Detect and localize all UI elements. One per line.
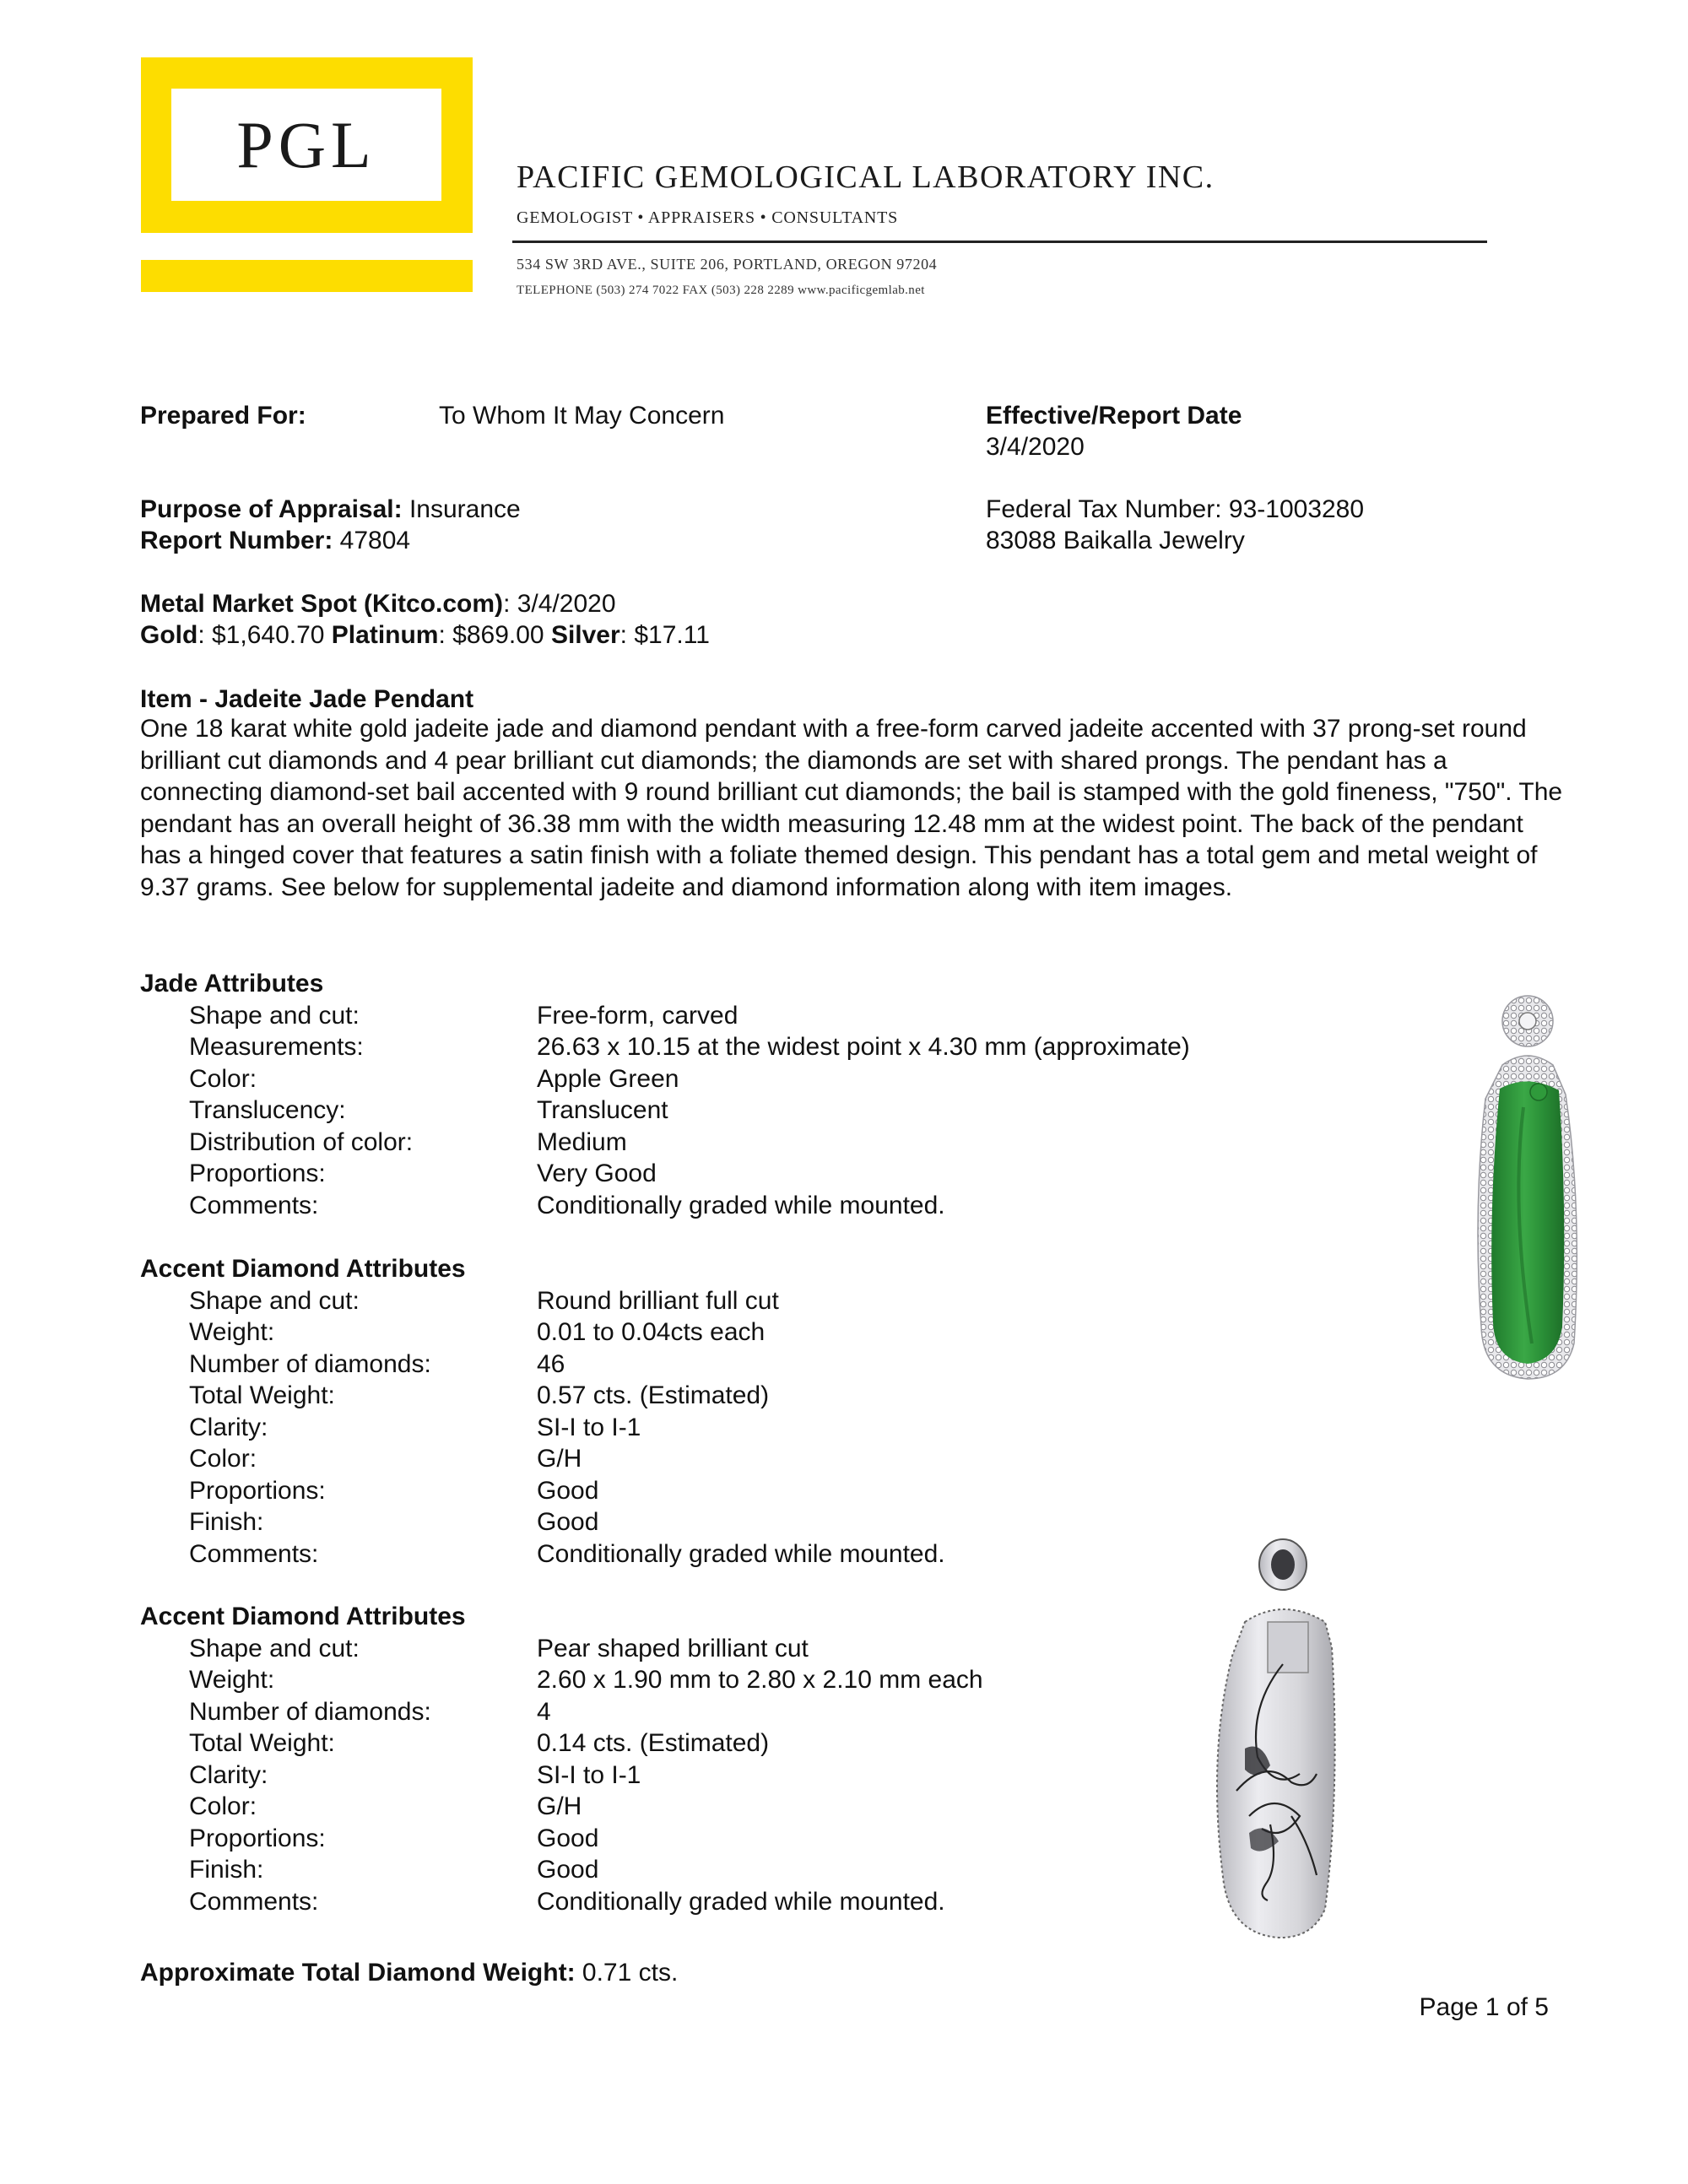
header-divider xyxy=(512,241,1487,243)
attribute-row xyxy=(140,1095,1190,1127)
attribute-label: Proportions: xyxy=(189,1824,326,1852)
attribute-value: SI-I to I-1 xyxy=(537,1413,641,1441)
attribute-value: Good xyxy=(537,1508,599,1536)
attribute-label: Total Weight: xyxy=(189,1381,335,1409)
attribute-row xyxy=(140,1000,1190,1032)
federal-tax-number: Federal Tax Number: 93-1003280 xyxy=(986,495,1365,523)
attribute-row xyxy=(140,1443,945,1475)
metal-prices: Gold: $1,640.70 Platinum: $869.00 Silver: $17.11 xyxy=(140,621,710,649)
attribute-label: Finish: xyxy=(189,1856,264,1884)
attribute-row xyxy=(140,1696,983,1728)
attribute-value: Good xyxy=(537,1824,599,1852)
attribute-label: Weight: xyxy=(189,1666,275,1694)
item-description: One 18 karat white gold jadeite jade and diamond pendant with a free-form carved jadeite accented with 37 prong-set round brilliant cut diamonds and 4 pear brilliant cut diamonds; the diamonds are set with shared prongs. The pendant has a connecting diamond-set bail accented with 9 round brilliant cut diamonds; the bail is stamped with the gold fineness, "750". The pendant has an overall height of 36.38 mm with the width measuring 12.48 mm at the widest point. The back of the pendant has a hinged cover that features a satin finish with a foliate themed design. This pendant has a total gem and metal weight of 9.37 grams. See below for supplemental jadeite and diamond information along with item images. xyxy=(140,715,1563,901)
accent-diamond-attributes-round xyxy=(140,1253,945,1570)
attribute-value: G/H xyxy=(537,1445,582,1473)
attribute-value: Round brilliant full cut xyxy=(537,1286,779,1315)
attribute-row xyxy=(140,1316,945,1349)
attribute-row xyxy=(140,1412,945,1444)
attribute-label: Distribution of color: xyxy=(189,1127,414,1156)
report-date-label: Effective/Report Date xyxy=(986,402,1242,430)
attribute-label: Comments: xyxy=(189,1887,319,1916)
attribute-label: Translucency: xyxy=(189,1096,346,1124)
page-number: Page 1 of 5 xyxy=(1419,1993,1549,2021)
attribute-label: Number of diamonds: xyxy=(189,1349,431,1378)
attribute-row xyxy=(140,1791,983,1823)
attribute-value: 26.63 x 10.15 at the widest point x 4.30 mm (approximate) xyxy=(537,1033,1190,1061)
prepared-for-value: To Whom It May Concern xyxy=(439,402,725,430)
attribute-label: Shape and cut: xyxy=(189,1286,360,1315)
section-title: Jade Attributes xyxy=(140,970,324,997)
attribute-label: Measurements: xyxy=(189,1033,364,1061)
attribute-row xyxy=(140,1285,945,1317)
pgl-logo-inner xyxy=(171,89,441,201)
attribute-value: 46 xyxy=(537,1349,565,1378)
pendant-back-engraved-cover-image xyxy=(1198,1538,1350,1943)
attribute-row xyxy=(140,1031,1190,1063)
attribute-label: Shape and cut: xyxy=(189,1634,360,1662)
attribute-label: Shape and cut: xyxy=(189,1001,360,1030)
attribute-value: Very Good xyxy=(537,1160,657,1187)
attribute-value: 0.01 to 0.04cts each xyxy=(537,1318,766,1346)
attribute-value: 2.60 x 1.90 mm to 2.80 x 2.10 mm each xyxy=(537,1666,983,1694)
attribute-label: Clarity: xyxy=(189,1760,268,1789)
attribute-label: Comments: xyxy=(189,1191,319,1219)
attribute-row xyxy=(140,1727,983,1760)
attribute-row xyxy=(140,1760,983,1792)
attribute-value: Good xyxy=(537,1476,599,1505)
attribute-value: Pear shaped brilliant cut xyxy=(537,1634,809,1662)
attribute-value: Conditionally graded while mounted. xyxy=(537,1887,945,1916)
attribute-label: Total Weight: xyxy=(189,1729,335,1757)
purpose-of-appraisal: Purpose of Appraisal: Insurance xyxy=(140,495,521,523)
attribute-label: Color: xyxy=(189,1792,257,1820)
attribute-row xyxy=(140,1380,945,1412)
company-tagline: GEMOLOGIST • APPRAISERS • CONSULTANTS xyxy=(517,208,899,227)
accent-diamond-attributes-pear xyxy=(140,1601,983,1917)
attribute-row xyxy=(140,1854,983,1886)
metal-market-spot: Metal Market Spot (Kitco.com): 3/4/2020 xyxy=(140,590,616,618)
logo-bar xyxy=(141,260,473,292)
attribute-row xyxy=(140,1664,983,1696)
jadeite-pendant-front-image xyxy=(1464,989,1591,1386)
attribute-row xyxy=(140,1475,945,1507)
report-number: Report Number: 47804 xyxy=(140,527,411,554)
section-title: Accent Diamond Attributes xyxy=(140,1603,466,1630)
attribute-row xyxy=(140,1190,1190,1222)
attribute-value: Apple Green xyxy=(537,1064,679,1093)
attribute-label: Proportions: xyxy=(189,1476,326,1505)
company-address: 534 SW 3RD AVE., SUITE 206, PORTLAND, OREGON 97204 xyxy=(517,256,938,273)
item-title: Item - Jadeite Jade Pendant xyxy=(140,685,474,713)
company-name: PACIFIC GEMOLOGICAL LABORATORY INC. xyxy=(517,159,1215,195)
attribute-value: 0.57 cts. (Estimated) xyxy=(537,1381,770,1409)
attribute-row xyxy=(140,1158,1190,1190)
attribute-row xyxy=(140,1127,1190,1159)
attribute-row xyxy=(140,1886,983,1918)
prepared-for-label: Prepared For: xyxy=(140,402,306,430)
attribute-label: Color: xyxy=(189,1064,257,1093)
attribute-row xyxy=(140,1349,945,1381)
bail-icon xyxy=(1259,1539,1307,1590)
section-title: Accent Diamond Attributes xyxy=(140,1255,466,1283)
jade-attributes-section xyxy=(140,968,1190,1221)
bail-icon xyxy=(1502,996,1553,1046)
attribute-row xyxy=(140,1506,945,1538)
attribute-label: Finish: xyxy=(189,1508,264,1536)
attribute-label: Weight: xyxy=(189,1318,275,1346)
attribute-value: Translucent xyxy=(537,1096,668,1124)
attribute-value: Conditionally graded while mounted. xyxy=(537,1191,945,1219)
attribute-label: Comments: xyxy=(189,1539,319,1568)
total-diamond-weight: Approximate Total Diamond Weight: 0.71 cts. xyxy=(140,1959,679,1987)
attribute-value: Free-form, carved xyxy=(537,1001,738,1030)
attribute-label: Proportions: xyxy=(189,1160,326,1187)
attribute-row xyxy=(140,1823,983,1855)
attribute-value: Good xyxy=(537,1856,599,1884)
attribute-row xyxy=(140,1633,983,1665)
report-date-value: 3/4/2020 xyxy=(986,433,1085,461)
attribute-value: Medium xyxy=(537,1127,627,1156)
attribute-label: Color: xyxy=(189,1445,257,1473)
attribute-value: 0.14 cts. (Estimated) xyxy=(537,1729,770,1757)
attribute-value: SI-I to I-1 xyxy=(537,1760,641,1789)
attribute-value: 4 xyxy=(537,1697,551,1726)
attribute-value: G/H xyxy=(537,1792,582,1820)
attribute-label: Number of diamonds: xyxy=(189,1697,431,1726)
logo-text: PGL xyxy=(236,107,376,181)
hinge xyxy=(1268,1622,1308,1673)
company-contact: TELEPHONE (503) 274 7022 FAX (503) 228 2289 www.pacificgemlab.net xyxy=(517,284,925,297)
client-reference: 83088 Baikalla Jewelry xyxy=(986,527,1245,554)
attribute-row xyxy=(140,1538,945,1570)
attribute-value: Conditionally graded while mounted. xyxy=(537,1539,945,1568)
attribute-row xyxy=(140,1063,1190,1095)
attribute-label: Clarity: xyxy=(189,1413,268,1441)
